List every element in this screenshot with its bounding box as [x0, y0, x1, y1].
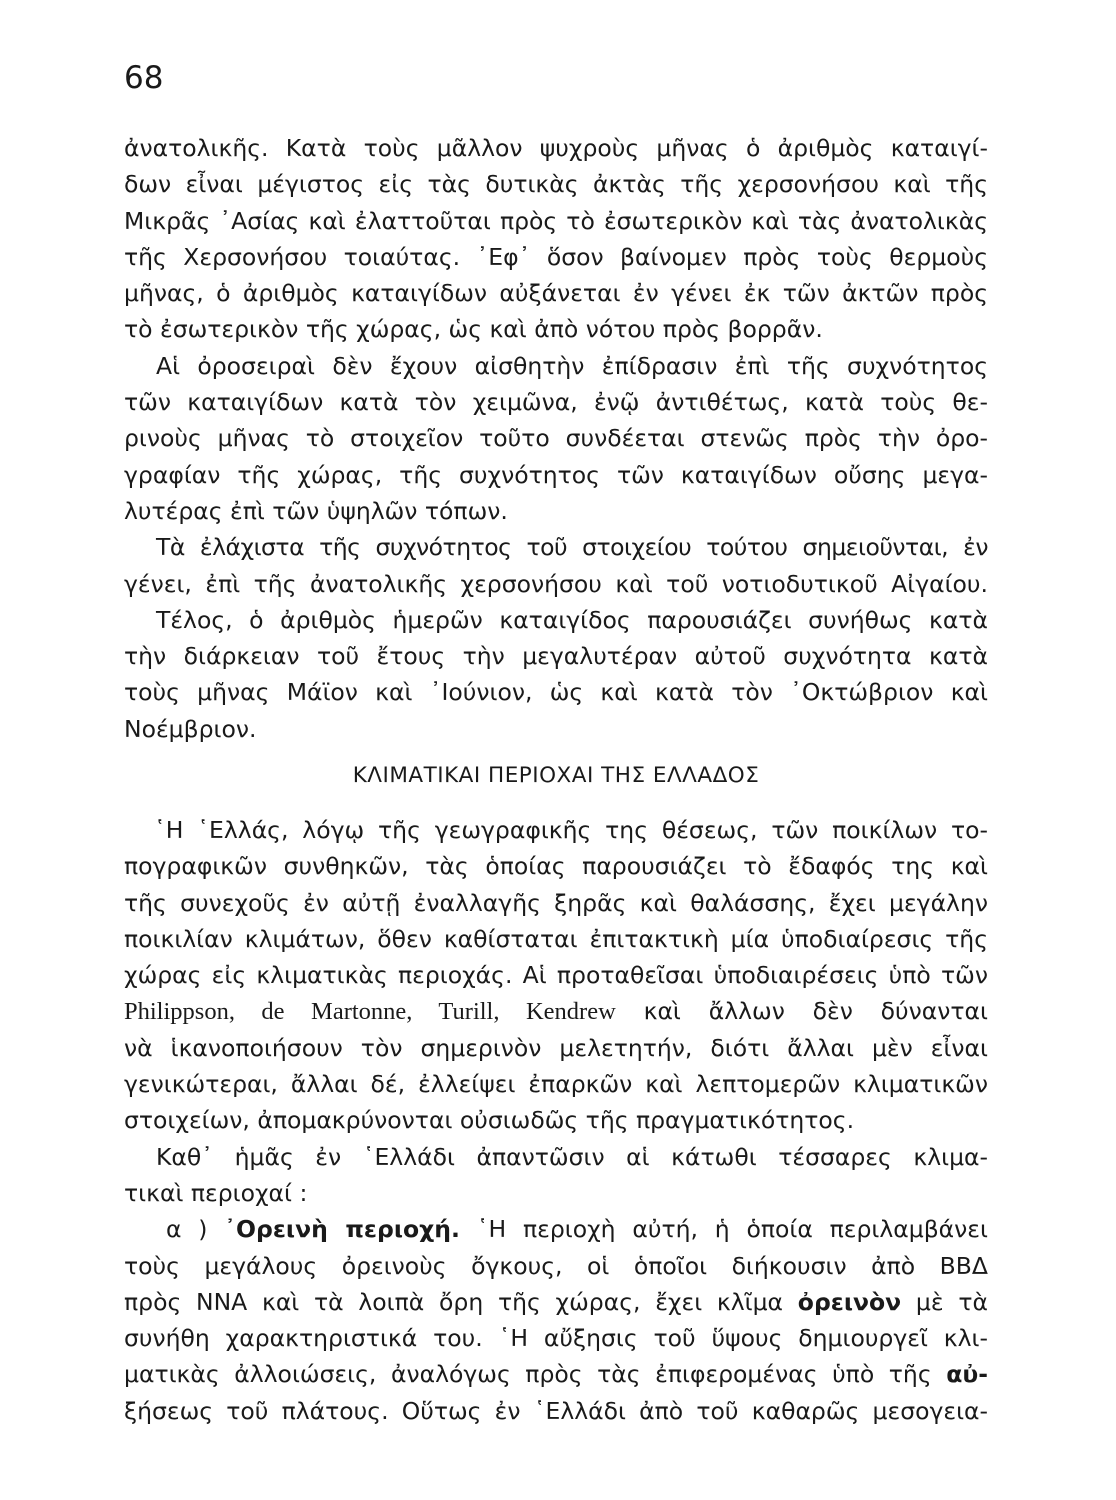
text-line: νὰ ἱκανοποιήσουν τὸν σημερινὸν μελετητήν, διότι ἄλλαι μὲν εἶναι — [124, 1033, 988, 1062]
text-line: τοὺς μεγάλους ὀρεινοὺς ὄγκους, οἱ ὁποῖοι διήκουσιν ἀπὸ ΒΒΔ — [124, 1251, 988, 1280]
text-line: ἀνατολικῆς. Κατὰ τοὺς μᾶλλον ψυχροὺς μῆνας ὁ ἀριθμὸς καταιγί- — [124, 134, 988, 162]
text-line: τικαὶ περιοχαί : — [124, 1178, 308, 1207]
text-line: στοιχείων, ἀπομακρύνονται οὐσιωδῶς τῆς πραγματικότητος. — [124, 1106, 855, 1135]
list-item-a — [124, 1211, 988, 1247]
text-line: γραφίαν τῆς χώρας, τῆς συχνότητος τῶν καταιγίδων οὔσης μεγα- — [124, 460, 988, 489]
text-segment: πρὸς ΝΝΑ καὶ τὰ λοιπὰ ὄρη τῆς χώρας, ἔχει κλῖμα — [124, 1287, 784, 1316]
latin-author-names: Philippson, de Martonne, Turill, Kendrew — [124, 998, 616, 1026]
text-segment: ματικὰς ἀλλοιώσεις, ἀναλόγως πρὸς τὰς ἐπιφερομένας ὑπὸ τῆς — [124, 1360, 932, 1389]
text-line: ρινοὺς μῆνας τὸ στοιχεῖον τοῦτο συνδέεται στενῶς πρὸς τὴν ὀρο- — [124, 424, 988, 453]
text-line — [124, 993, 988, 1029]
text-line: Τὰ ἐλάχιστα τῆς συχνότητος τοῦ στοιχείου τούτου σημειοῦνται, ἐν — [156, 533, 988, 562]
text-line: Μικρᾶς ᾿Ασίας καὶ ἐλαττοῦται πρὸς τὸ ἐσωτερικὸν καὶ τὰς ἀνατολικὰς — [124, 206, 988, 235]
text-line: γένει, ἐπὶ τῆς ἀνατολικῆς χερσονήσου καὶ τοῦ νοτιοδυτικοῦ Αἰγαίου. — [124, 569, 988, 598]
text-line: τῶν καταιγίδων κατὰ τὸν χειμῶνα, ἐνῷ ἀντιθέτως, κατὰ τοὺς θε- — [124, 388, 988, 417]
text-segment: καὶ ἄλλων δὲν δύνανται — [643, 997, 988, 1026]
text-line: πογραφικῶν συνθηκῶν, τὰς ὁποίας παρουσιάζει τὸ ἔδαφός της καὶ — [124, 852, 988, 881]
text-line: ποικιλίαν κλιμάτων, ὅθεν καθίσταται ἐπιτακτικὴ μία ὑποδιαίρεσις τῆς — [124, 924, 988, 953]
text-line: τὴν διάρκειαν τοῦ ἔτους τὴν μεγαλυτέραν αὐτοῦ συχνότητα κατὰ — [124, 642, 988, 671]
body-text-lower — [124, 812, 988, 1429]
text-line: χώρας εἰς κλιματικὰς περιοχάς. Αἱ προταθεῖσαι ὑποδιαιρέσεις ὑπὸ τῶν — [124, 961, 988, 990]
text-line: μῆνας, ὁ ἀριθμὸς καταιγίδων αὐξάνεται ἐν γένει ἐκ τῶν ἀκτῶν πρὸς — [124, 279, 988, 308]
page-number: 68 — [124, 60, 164, 96]
text-line: λυτέρας ἐπὶ τῶν ὑψηλῶν τόπων. — [124, 496, 508, 525]
text-line: Αἱ ὀροσειραὶ δὲν ἔχουν αἰσθητὴν ἐπίδρασιν ἐπὶ τῆς συχνότητος — [156, 351, 988, 380]
emphasis-term: αὐ- — [946, 1360, 988, 1389]
text-line: τὸ ἐσωτερικὸν τῆς χώρας, ὡς καὶ ἀπὸ νότου πρὸς βορρᾶν. — [124, 315, 823, 344]
text-line: συνήθη χαρακτηριστικά του. ῾Η αὔξησις τοῦ ὕψους δημιουργεῖ κλι- — [124, 1324, 988, 1353]
text-line — [124, 1356, 988, 1392]
text-line: δων εἶναι μέγιστος εἰς τὰς δυτικὰς ἀκτὰς τῆς χερσονήσου καὶ τῆς — [124, 170, 988, 199]
text-line: ῾Η ῾Ελλάς, λόγῳ τῆς γεωγραφικῆς της θέσεως, τῶν ποικίλων το- — [154, 816, 988, 844]
text-segment: ῾Η περιοχὴ αὐτή, ἡ ὁποία περιλαμβάνει — [476, 1215, 988, 1244]
text-line — [124, 1284, 988, 1320]
emphasis-term: ὀρεινὸν — [797, 1287, 902, 1316]
text-line: Τέλος, ὁ ἀριθμὸς ἡμερῶν καταιγίδος παρουσιάζει συνήθως κατὰ — [156, 605, 988, 634]
list-marker: α ) — [166, 1215, 208, 1244]
text-line: γενικώτεραι, ἄλλαι δέ, ἐλλείψει ἐπαρκῶν καὶ λεπτομερῶν κλιματικῶν — [124, 1070, 988, 1099]
text-segment: μὲ τὰ — [915, 1287, 988, 1316]
text-line: Καθ᾿ ἡμᾶς ἐν ῾Ελλάδι ἀπαντῶσιν αἱ κάτωθι τέσσαρες κλιμα- — [156, 1142, 988, 1171]
text-line: τῆς Χερσονήσου τοιαύτας. ᾿Εφ᾿ ὅσον βαίνομεν πρὸς τοὺς θερμοὺς — [124, 242, 988, 271]
text-line: τῆς συνεχοῦς ἐν αὐτῇ ἐναλλαγῆς ξηρᾶς καὶ θαλάσσης, ἔχει μεγάλην — [124, 888, 988, 917]
text-line: ξήσεως τοῦ πλάτους. Οὕτως ἐν ῾Ελλάδι ἀπὸ τοῦ καθαρῶς μεσογεια- — [124, 1396, 988, 1425]
list-item-title: ᾿Ορεινὴ περιοχή. — [224, 1215, 460, 1244]
text-line: Νοέμβριον. — [124, 714, 257, 743]
text-line: τοὺς μῆνας Μάϊον καὶ ᾿Ιούνιον, ὡς καὶ κατὰ τὸν ᾿Οκτώβριον καὶ — [124, 678, 988, 707]
section-heading: ΚΛΙΜΑΤΙΚΑΙ ΠΕΡΙΟΧΑΙ ΤΗΣ ΕΛΛΑΔΟΣ — [352, 763, 760, 788]
body-text-upper — [124, 130, 988, 747]
